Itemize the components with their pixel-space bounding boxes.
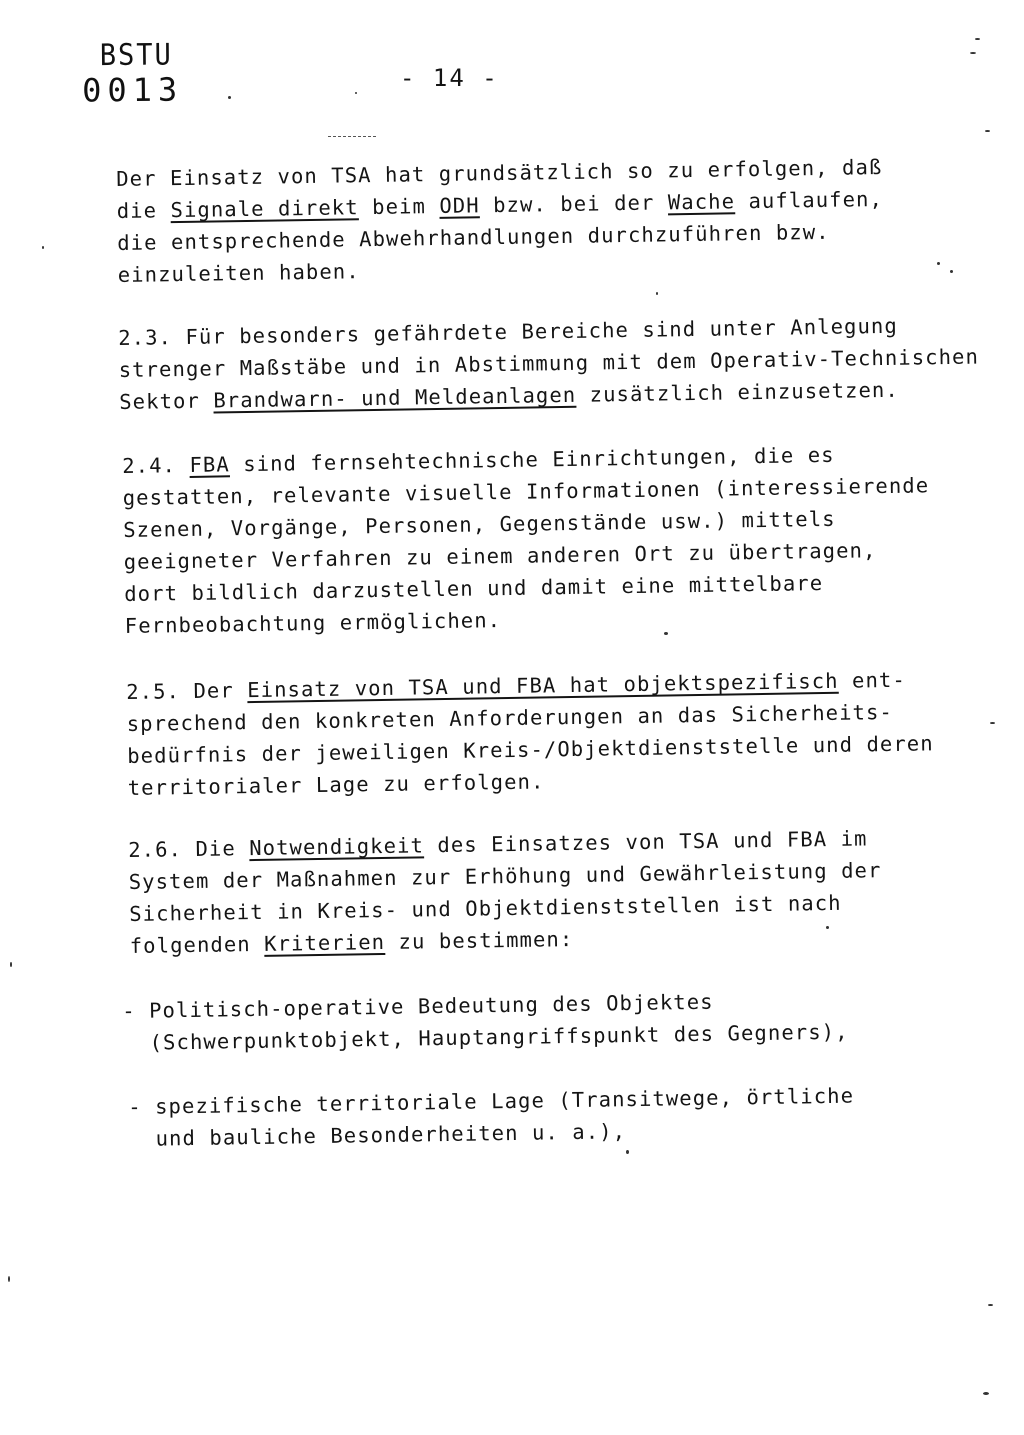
scan-speck [937, 262, 940, 265]
text-segment: Sektor [119, 388, 214, 414]
text-line: gestatten, relevante visuelle Informationen (interessierende [122, 473, 930, 510]
scan-speck [355, 92, 357, 94]
text-segment: folgenden [129, 931, 265, 958]
paragraph-2-4 [122, 437, 931, 642]
text-line: Der Einsatz von TSA hat grundsätzlich so zu erfolgen, daß [116, 154, 883, 191]
archive-stamp [82, 40, 184, 109]
text-segment: zusätzlich einzusetzen. [576, 377, 900, 407]
page-number: - 14 - [400, 64, 499, 92]
scan-speck [656, 292, 658, 295]
archive-stamp-line-1: BSTU [99, 38, 174, 73]
text-segment: auflaufen, [734, 186, 884, 214]
underlined-term: Notwendigkeit [249, 833, 425, 861]
underlined-term: Kriterien [263, 929, 386, 956]
scan-speck [985, 130, 990, 132]
text-segment: des Einsatzes von TSA und FBA im [423, 826, 868, 858]
scan-speck [975, 38, 980, 40]
text-line: Fernbeobachtung ermöglichen. [124, 608, 502, 638]
text-line: Szenen, Vorgänge, Personen, Gegenstände usw.) mittels [123, 506, 836, 542]
text-segment: die [116, 198, 171, 223]
scan-speck [970, 52, 976, 54]
text-line: 2.3. Für besonders gefährdete Bereiche sind unter Anlegung [118, 313, 898, 350]
text-line: geeigneter Verfahren zu einem anderen Ort zu übertragen, [123, 538, 877, 574]
text-segment: 2.4. [122, 452, 190, 478]
archive-stamp-number: 0013 [81, 70, 184, 110]
underlined-term: Einsatz von TSA und FBA hat objektspezifisch [247, 668, 839, 703]
text-segment: 2.5. Der [126, 678, 248, 704]
scan-speck [988, 1304, 993, 1306]
text-segment: 2.6. Die [128, 836, 250, 862]
text-line: bedürfnis der jeweiligen Kreis-/Objektdienststelle und deren [127, 731, 934, 768]
underlined-term: Brandwarn- und Meldeanlagen [213, 382, 577, 413]
text-segment: ent- [838, 667, 906, 693]
text-line: dort bildlich darzustellen und damit eine mittelbare [124, 571, 824, 606]
text-line: die entsprechende Abwehrhandlungen durchzuführen bzw. [117, 219, 830, 255]
text-segment: beim [358, 193, 440, 220]
underlined-term: FBA [189, 452, 230, 477]
paragraph-2-6 [128, 822, 883, 962]
underlined-term: Wache [667, 189, 736, 215]
text-line: strenger Maßstäbe und in Abstimmung mit dem Operativ-Technischen [118, 344, 980, 382]
text-line: einzuleiten haben. [117, 259, 360, 287]
bullet-item-1 [122, 984, 849, 1059]
scan-speck [626, 1150, 629, 1154]
scan-speck [10, 962, 12, 967]
text-line: sprechend den konkreten Anforderungen an das Sicherheits- [126, 699, 894, 736]
scan-speck [983, 1392, 989, 1395]
scan-speck [8, 1276, 10, 1282]
paragraph-2-3 [118, 308, 980, 418]
text-line: - spezifische territoriale Lage (Transitwege, örtliche [128, 1083, 855, 1119]
text-segment: bzw. bei der [479, 190, 669, 218]
scan-speck [950, 270, 953, 273]
scan-speck [42, 246, 44, 249]
paragraph-intro [116, 151, 884, 291]
text-segment: sind fernsehtechnische Einrichtungen, die es [229, 442, 835, 477]
text-line: Sicherheit in Kreis- und Objektdienststellen ist nach [129, 890, 842, 926]
scan-speck [228, 96, 231, 99]
faint-dash-mark [328, 136, 376, 137]
scan-speck [990, 722, 995, 724]
text-line: territorialer Lage zu erfolgen. [127, 769, 545, 800]
text-line: (Schwerpunktobjekt, Hauptangriffspunkt des Gegners), [122, 1019, 849, 1055]
underlined-term: Signale direkt [170, 195, 359, 223]
text-segment: zu bestimmen: [384, 927, 574, 954]
underlined-term: ODH [439, 193, 480, 218]
text-line: - Politisch-operative Bedeutung des Objektes [122, 989, 714, 1023]
scan-speck [826, 926, 829, 929]
text-line: und bauliche Besonderheiten u. a.), [128, 1119, 627, 1151]
text-line: System der Maßnahmen zur Erhöhung und Gewährleistung der [128, 858, 882, 894]
paragraph-2-5 [126, 663, 934, 804]
bullet-item-2 [128, 1080, 855, 1155]
scan-speck [664, 632, 668, 635]
